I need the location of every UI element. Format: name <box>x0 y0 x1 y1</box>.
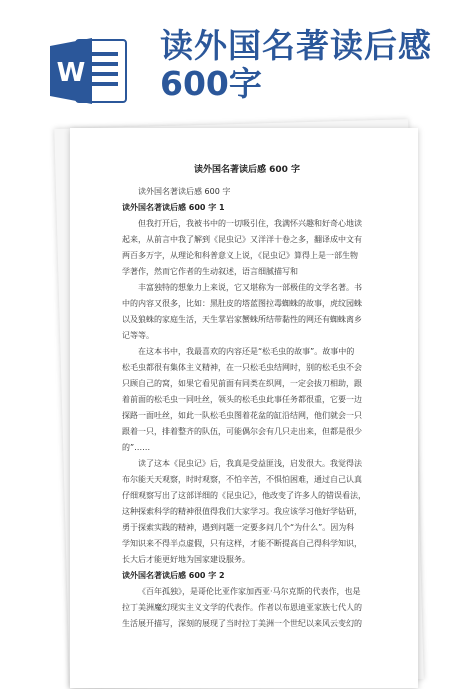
text-line: 记等等。 <box>122 331 154 340</box>
text-line: 生活展开描写，深刻的展现了当时拉丁美洲一个世纪以来风云变幻的 <box>122 619 362 628</box>
text-line: 读外国名著读后感 600 字 <box>138 187 231 196</box>
section-heading: 读外国名著读后感 600 字 1 <box>122 203 225 212</box>
text-line: 在这本书中，我最喜欢的内容还是“松毛虫的故事”。故事中的 <box>138 347 355 356</box>
text-line: 学著作，然而它作者的生动叙述，语言细腻描写和 <box>122 267 298 276</box>
document-page <box>70 128 418 688</box>
text-line: 拉丁美洲魔幻现实主义文学的代表作。作者以布恩迪亚家族七代人的 <box>122 603 362 612</box>
document-title: 读外国名著读后感 600 字 <box>193 165 301 175</box>
page-title: 读外国名著读后感 <box>160 26 432 65</box>
text-line: 长大后才能更好地为国家建设服务。 <box>122 555 250 564</box>
text-line: 探路一面吐丝，如此一队松毛虫图着花盆的缸沿结网，他们就会一只 <box>122 411 362 420</box>
text-line: 《百年孤独》，是哥伦比亚作家加西亚·马尔克斯的代表作，也是 <box>138 587 361 596</box>
text-line: 中的内容又很多，比如：黑肚皮的塔蓝图拉毒蜘蛛的故事，虎纹园蛛 <box>122 299 362 308</box>
header <box>0 0 474 120</box>
text-line: 学知识来不得半点虚假，只有这样，才能不断提高自己得科学知识， <box>122 539 362 548</box>
text-line: 松毛虫都很有集体主义精神，在一只松毛虫结网时，别的松毛虫不会 <box>122 363 362 372</box>
text-line: 但我打开后，我被书中的一切吸引住，我满怀兴趣和好奇心地读 <box>138 219 362 228</box>
text-line: 布尔能天天观察，时时观察，不怕辛苦，不惧怕困难，通过自己认真 <box>122 475 362 484</box>
text-line: 以及狼蛛的家庭生活，天生掌岩家蟹蛛所结带黏性的网还有蜘蛛离乡 <box>122 315 362 324</box>
document-body <box>122 162 372 632</box>
text-line: 着前面的松毛虫一同吐丝，领头的松毛虫此事任务都很重，它要一边 <box>122 395 362 404</box>
section-heading: 读外国名著读后感 600 字 2 <box>122 571 225 580</box>
text-line: 两百多万字，从理论和科普意义上说，《昆虫记》算得上是一部生物 <box>122 251 358 260</box>
text-line: 这种探索科学的精神很值得我们大家学习。我应该学习他好学钻研， <box>122 507 362 516</box>
word-icon <box>50 38 128 104</box>
text-line: 丰富独特的想象力上来说，它又堪称为一部极佳的文学名著。书 <box>138 283 362 292</box>
text-line: 的”…… <box>122 443 151 452</box>
text-line: 勇于探索实践的精神，遇到问题一定要多问几个“为什么”。因为科 <box>122 523 355 532</box>
page-subtitle: 600字 <box>160 64 262 103</box>
text-line: 起来，从前言中我了解到《昆虫记》又洋洋十卷之多，翻译成中文有 <box>122 235 362 244</box>
text-line: 仔细观察写出了这部详细的《昆虫记》，他改变了许多人的错误看法， <box>122 491 366 500</box>
svg-text:W: W <box>56 58 86 88</box>
text-line: 只顾自己的窝，如果它看见前面有同类在织网，一定会拔刀相助，跟 <box>122 379 362 388</box>
text-line: 读了这本《昆虫记》后，我真是受益匪浅，启发很大。我觉得法 <box>138 459 362 468</box>
text-line: 跟着一只，排着整齐的队伍，可能偶尔会有几只走出来，但都是很少 <box>122 427 362 436</box>
